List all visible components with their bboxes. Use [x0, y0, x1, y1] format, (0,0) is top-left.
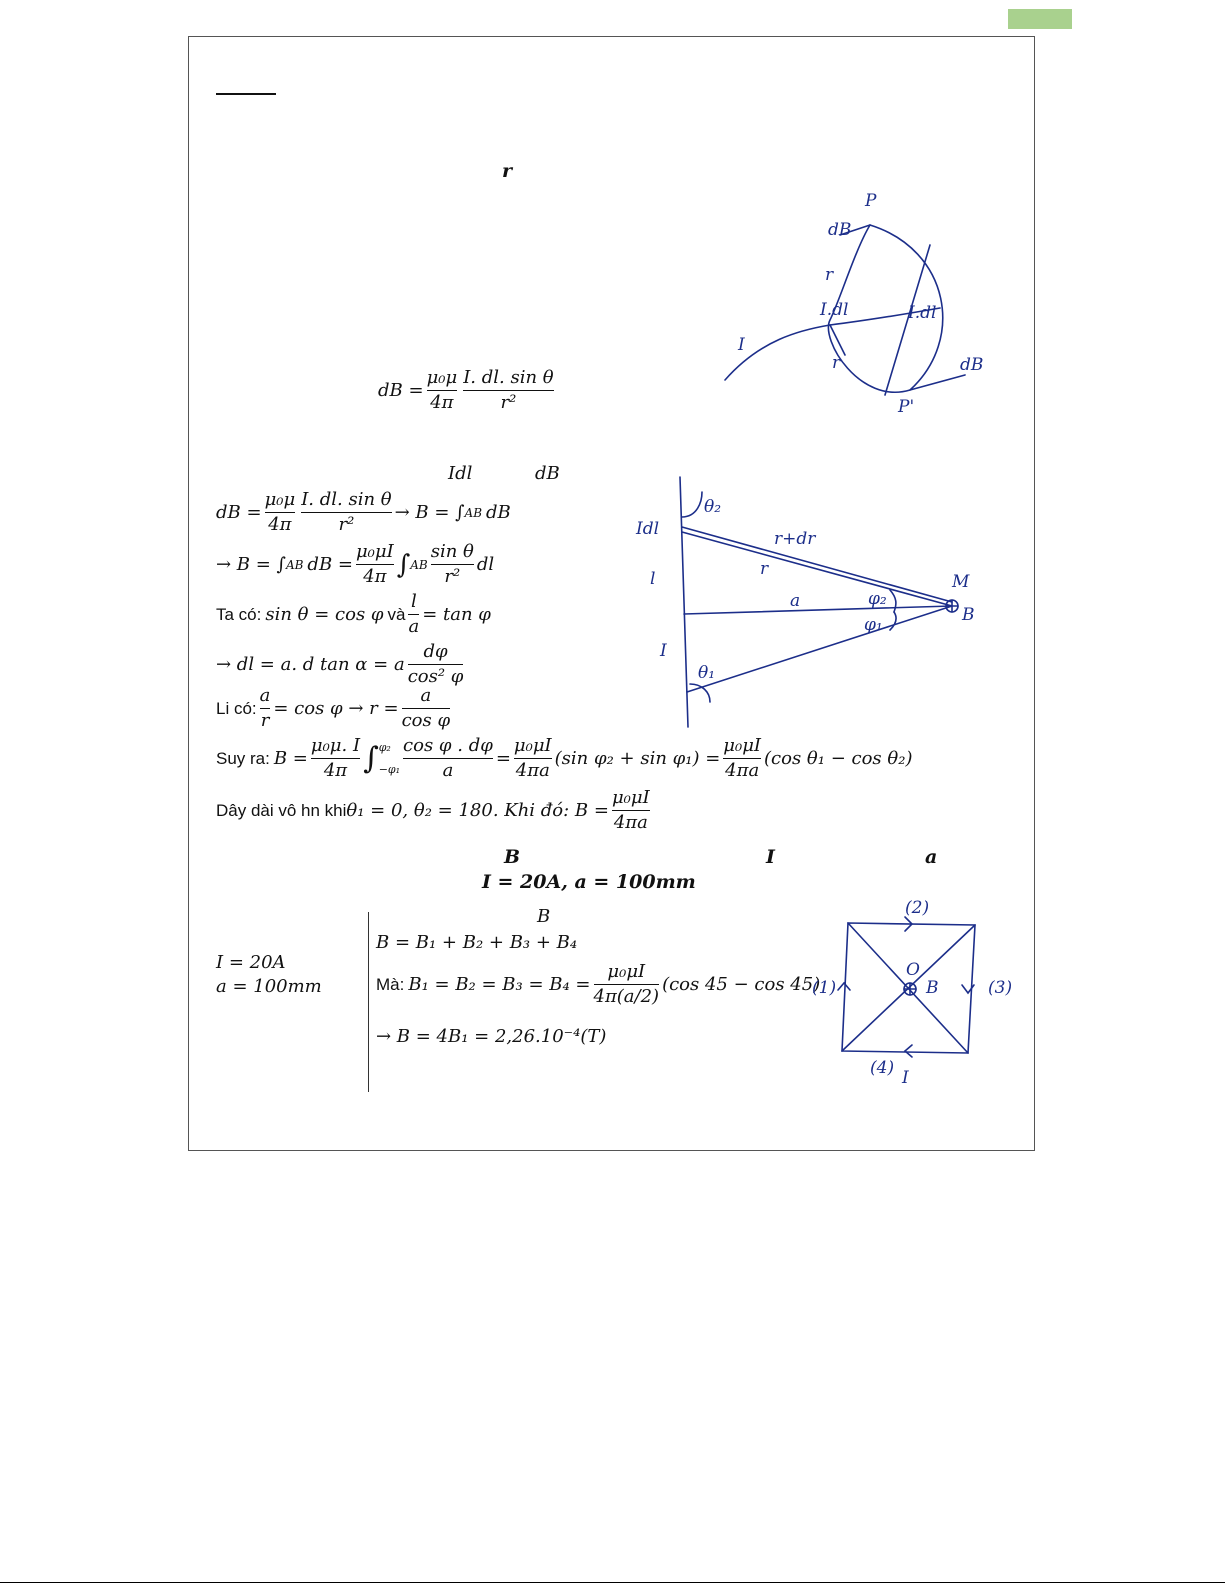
figure-straight-wire: [632, 472, 992, 732]
line6-int-up: φ₂: [378, 740, 391, 754]
problem-b-vector: B: [504, 846, 521, 868]
line7-frac: [612, 786, 650, 835]
line7-text: Dây dài vô hn khi: [216, 800, 347, 820]
fig2-label-m: M: [952, 572, 970, 592]
fig2-label-theta1: θ₁: [698, 663, 716, 683]
line6-frac3: [514, 734, 552, 783]
line2-frac-num: sin θ: [430, 541, 474, 562]
problem-i-symbol: I: [766, 846, 775, 868]
line4-num: dφ: [423, 641, 448, 662]
fig2-label-idl: Idl: [636, 519, 660, 539]
line6-frac2: [403, 734, 493, 783]
line3-text: Ta có:: [216, 604, 262, 624]
line2-frac: [431, 540, 474, 589]
line4-den: cos² φ: [407, 666, 464, 687]
line3-num: l: [410, 591, 417, 612]
line1-coef-den: 4π: [265, 512, 296, 537]
line1-expr-num: I. dl. sin θ: [301, 489, 392, 510]
line6-int-limits: [379, 737, 400, 781]
line6-int-lo: −φ₁: [378, 762, 401, 776]
line6-n3: μ₀μI: [513, 735, 552, 756]
line1-sub: AB: [464, 505, 483, 520]
fig1-label-db-top: dB: [828, 220, 852, 240]
line2-num: μ₀μI: [355, 541, 394, 562]
line1-integral: → B = ∫: [394, 502, 465, 523]
line2-pre: → B = ∫: [216, 554, 286, 575]
fig2-label-b: B: [962, 605, 975, 625]
line6-p1: (sin φ₂ + sin φ₁) =: [554, 748, 721, 769]
line1-expr: [301, 488, 391, 537]
given-a: a = 100mm: [216, 976, 322, 997]
line7-den: 4πa: [613, 812, 648, 833]
problem-given-line: I = 20A, a = 100mm: [482, 871, 696, 893]
line6-n1: μ₀μ. I: [310, 735, 361, 756]
line5-text: Li có:: [216, 698, 257, 718]
fig1-label-i: I: [738, 335, 745, 355]
line6-int-sign: ∫: [363, 741, 379, 776]
line3-expr: sin θ = cos φ: [265, 604, 384, 625]
line1-expr-den: r²: [301, 512, 391, 537]
line5-den: r: [260, 710, 270, 731]
given-i: I = 20A: [216, 952, 286, 973]
line2-db: dB =: [307, 554, 353, 575]
line5-num: a: [259, 685, 271, 706]
fig1-label-p: P: [865, 191, 877, 211]
fig2-label-phi1: φ₁: [864, 615, 883, 635]
solution-sum: B = B₁ + B₂ + B₃ + B₄: [376, 932, 578, 953]
derivation-line-3: [216, 590, 491, 639]
biot-savart-formula: [378, 366, 557, 415]
line2-coef: [356, 540, 394, 589]
line6-eq: =: [495, 748, 511, 769]
line6-b: B =: [273, 748, 308, 769]
line5-frac2: [402, 684, 450, 733]
line6-d2: a: [403, 758, 493, 783]
expr-fraction: [463, 366, 553, 415]
db-symbol: dB: [535, 463, 560, 484]
solution-divider: [368, 912, 369, 1092]
solution-ma-expr: B₁ = B₂ = B₃ = B₄ =: [408, 974, 591, 995]
line6-frac4: [723, 734, 761, 783]
fig3-label-3: (3): [988, 978, 1013, 998]
figure-current-element: [720, 190, 1000, 420]
idl-symbol: Idl: [448, 463, 473, 484]
fig1-label-idl-left: I.dl: [820, 300, 849, 320]
line6-frac1: [311, 734, 360, 783]
line3-va: và: [387, 604, 406, 624]
solution-ma-line: [376, 960, 820, 1009]
line7-num: μ₀μI: [611, 787, 650, 808]
fig2-label-theta2: θ₂: [704, 497, 722, 517]
line6-d4: 4πa: [725, 760, 760, 781]
line6-n2: cos φ . dφ: [403, 735, 493, 756]
fig1-label-p-prime: P': [898, 397, 915, 417]
line5-mid: = cos φ → r =: [273, 698, 399, 719]
fig3-label-2: (2): [905, 898, 930, 918]
line6-d1: 4π: [311, 758, 360, 783]
fig2-label-r-dr: r+dr: [774, 529, 816, 549]
header-tab-decoration: [1008, 9, 1072, 29]
heading-underline: [216, 93, 276, 95]
derivation-line-6: [216, 734, 912, 783]
line2-end: dl: [476, 554, 495, 575]
expr-num: I. dl. sin θ: [463, 367, 554, 388]
derivation-line-2: [216, 540, 494, 589]
solution-ma-pre: Mà:: [376, 974, 405, 994]
fig2-label-i: I: [660, 641, 667, 661]
derivation-line-4: [216, 640, 466, 689]
line6-text: Suy ra:: [216, 748, 270, 768]
fig2-label-r: r: [760, 559, 769, 579]
line2-den: 4π: [356, 564, 394, 589]
fig2-label-phi2: φ₂: [868, 589, 887, 609]
line4-pre: → dl = a. d tan α = a: [216, 654, 405, 675]
line6-integral: [363, 737, 400, 781]
line5-frac1: [260, 684, 271, 733]
coef-den: 4π: [427, 390, 458, 415]
line5-den2: cos φ: [401, 710, 451, 731]
line6-n4: μ₀μI: [723, 735, 762, 756]
line3-end: = tan φ: [422, 604, 491, 625]
figure-square-loop: [810, 893, 1025, 1093]
derivation-line-1: [216, 488, 511, 537]
line2-int-sub: AB: [410, 557, 428, 572]
coef-fraction: [427, 366, 458, 415]
line3-frac: [408, 590, 419, 639]
expr-den: r²: [463, 390, 553, 415]
solution-ma-end: (cos 45 − cos 45): [662, 974, 821, 995]
coef-num: μ₀μ: [426, 367, 458, 388]
line2-int-sign: ∫: [396, 549, 411, 580]
fig3-label-i: I: [902, 1068, 909, 1088]
line6-p2: (cos θ₁ − cos θ₂): [764, 748, 913, 769]
line1-lhs: dB =: [216, 502, 262, 523]
line1-end: dB: [486, 502, 511, 523]
fig3-label-1: (1): [812, 978, 837, 998]
r-symbol: r: [502, 160, 513, 182]
line7-expr: θ₁ = 0, θ₂ = 180. Khi đó: B =: [346, 800, 609, 821]
fig3-label-4: (4): [870, 1058, 895, 1078]
line3-den: a: [408, 616, 420, 637]
solution-b-vector: B: [537, 906, 551, 927]
derivation-line-7: [216, 786, 653, 835]
fig2-label-a: a: [790, 591, 801, 611]
line2-frac-den: r²: [431, 564, 474, 589]
line1-coef-num: μ₀μ: [264, 489, 296, 510]
solution-ma-num: μ₀μI: [607, 961, 646, 982]
formula-lhs: dB =: [378, 380, 424, 401]
fig3-label-o: O: [906, 960, 920, 980]
fig3-label-b: B: [926, 978, 939, 998]
fig1-label-idl-right: I.dl: [908, 303, 937, 323]
fig2-label-l: l: [650, 569, 656, 589]
line1-coef: [265, 488, 296, 537]
solution-ma-den: 4π(a/2): [593, 986, 660, 1007]
line4-frac: [408, 640, 464, 689]
derivation-line-5: [216, 684, 453, 733]
page-bottom-rule: [0, 1582, 1225, 1583]
problem-a-symbol: a: [925, 846, 938, 868]
fig1-label-db-bottom: dB: [960, 355, 984, 375]
line6-d3: 4πa: [515, 760, 550, 781]
fig1-label-r-bottom: r: [832, 353, 841, 373]
solution-ma-frac: [594, 960, 660, 1009]
line5-num2: a: [420, 685, 432, 706]
line2-sub: AB: [285, 557, 304, 572]
fig1-label-r-top: r: [825, 265, 834, 285]
solution-result: → B = 4B₁ = 2,26.10⁻⁴(T): [376, 1026, 607, 1047]
